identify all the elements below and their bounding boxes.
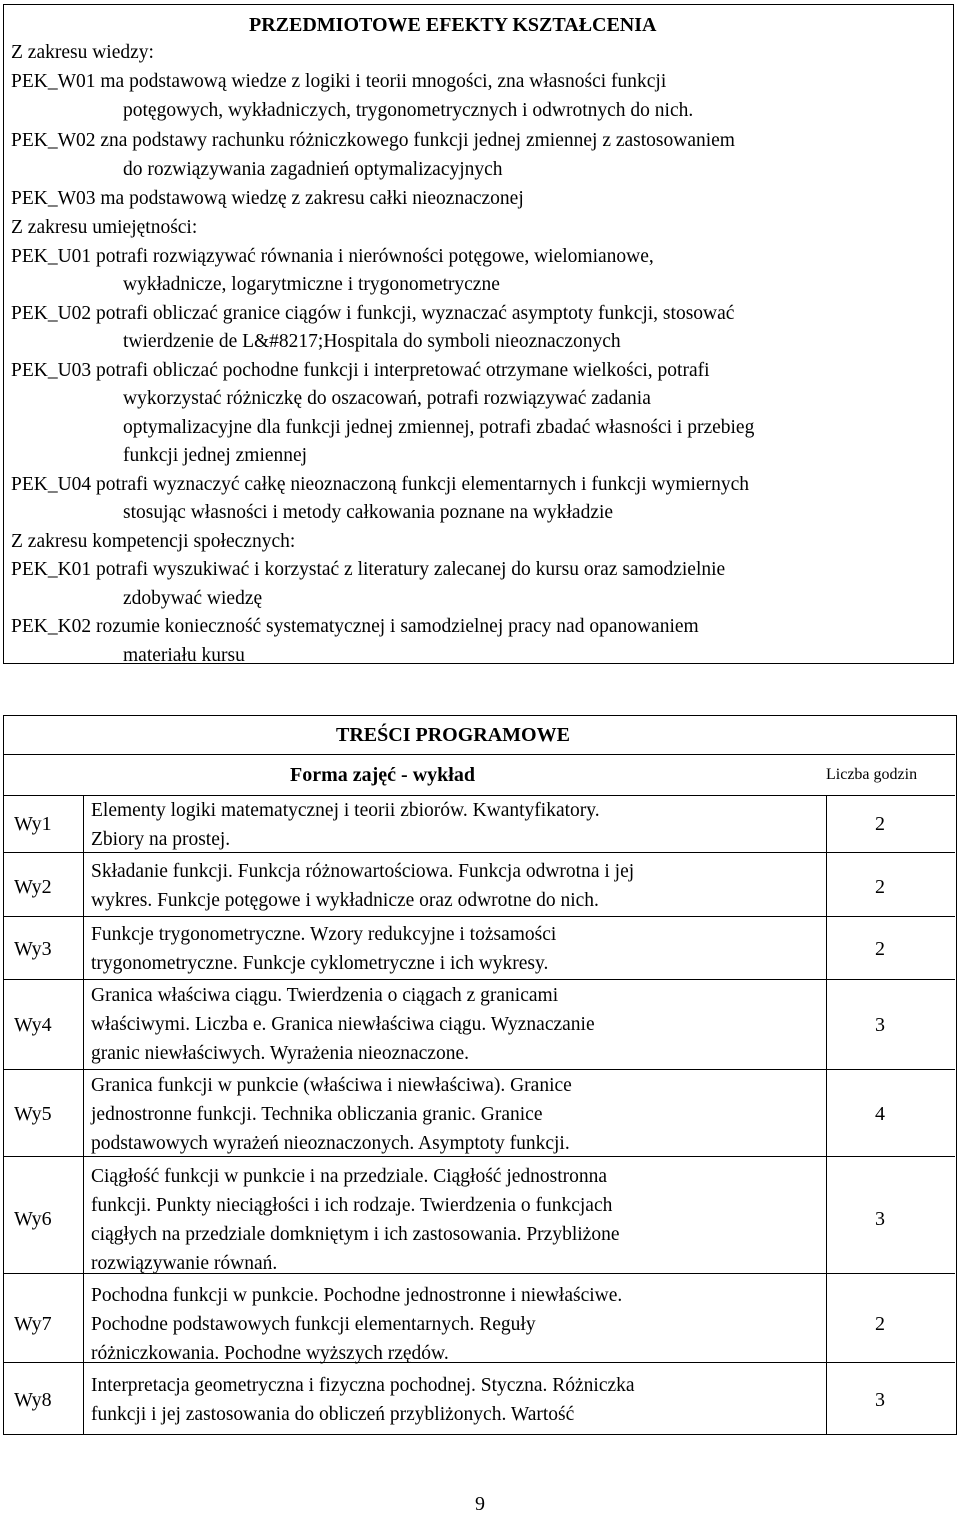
row-description-line: ciągłych na przedziale domkniętym i ich zastosowania. Przybliżone: [91, 1224, 620, 1245]
row-description-wy2: [91, 857, 826, 915]
row-divider: [4, 1069, 955, 1070]
row-code-wy4: Wy4: [14, 1014, 52, 1036]
row-description-wy5: [91, 1071, 826, 1158]
row-description-line: funkcji i jej zastosowania do obliczeń przybliżonych. Wartość: [91, 1404, 575, 1425]
row-code-wy1: Wy1: [14, 813, 52, 835]
row-description-line: podstawowych wyrażeń nieoznaczonych. Asymptoty funkcji.: [91, 1133, 570, 1154]
section-competences-heading: Z zakresu kompetencji społecznych:: [11, 531, 296, 552]
outcome-u04-cont: stosując własności i metody całkowania poznane na wykładzie: [123, 502, 614, 523]
row-description-line: Granica funkcji w punkcie (właściwa i niewłaściwa). Granice: [91, 1075, 572, 1096]
outcome-k02-cont: materiału kursu: [123, 645, 245, 666]
outcome-u03-cont-1: wykorzystać różniczkę do oszacowań, potrafi rozwiązywać zadania: [123, 388, 651, 409]
row-description-line: Ciągłość funkcji w punkcie i na przedziale. Ciągłość jednostronna: [91, 1166, 608, 1187]
row-description-wy7: [91, 1281, 826, 1368]
learning-outcomes-box: [3, 4, 954, 664]
row-description-wy3: [91, 920, 826, 978]
row-hours-wy8: 3: [875, 1389, 885, 1411]
row-description-line: Funkcje trygonometryczne. Wzory redukcyjne i tożsamości: [91, 924, 557, 945]
outcome-u01-cont: wykładnicze, logarytmiczne i trygonometryczne: [123, 274, 500, 295]
row-description-wy8: [91, 1371, 826, 1429]
outcome-u04: PEK_U04 potrafi wyznaczyć całkę nieoznaczoną funkcji elementarnych i funkcji wymiernych: [11, 474, 749, 495]
row-description-line: Pochodna funkcji w punkcie. Pochodne jednostronne i niewłaściwe.: [91, 1285, 623, 1306]
row-description-line: Składanie funkcji. Funkcja różnowartościowa. Funkcja odwrotna i jej: [91, 861, 635, 882]
row-code-wy7: Wy7: [14, 1313, 52, 1335]
column-divider-hours: [826, 795, 827, 1435]
row-code-wy6: Wy6: [14, 1208, 52, 1230]
row-description-line: Elementy logiki matematycznej i teorii zbiorów. Kwantyfikatory.: [91, 800, 600, 821]
row-hours-wy3: 2: [875, 938, 885, 960]
row-hours-wy5: 4: [875, 1103, 885, 1125]
row-code-wy5: Wy5: [14, 1103, 52, 1125]
section-skills-heading: Z zakresu umiejętności:: [11, 217, 198, 238]
row-description-line: Granica właściwa ciągu. Twierdzenia o ciągach z granicami: [91, 985, 559, 1006]
section-knowledge-heading: Z zakresu wiedzy:: [11, 42, 154, 63]
column-divider-code: [83, 795, 84, 1435]
row-code-wy2: Wy2: [14, 876, 52, 898]
form-label: Forma zajęć - wykład: [290, 764, 475, 786]
row-description-wy1: [91, 796, 826, 854]
row-description-line: granic niewłaściwych. Wyrażenia nieoznaczone.: [91, 1043, 469, 1064]
outcome-k01: PEK_K01 potrafi wyszukiwać i korzystać z literatury zalecanej do kursu oraz samodzielnie: [11, 559, 726, 580]
program-content-title: TREŚCI PROGRAMOWE: [336, 724, 570, 746]
title-divider: [4, 754, 955, 755]
page-number: 9: [475, 1493, 485, 1515]
program-content-table: [3, 715, 957, 1435]
outcome-w02-cont: do rozwiązywania zagadnień optymalizacyjnych: [123, 159, 503, 180]
outcome-u03-cont-2: optymalizacyjne dla funkcji jednej zmiennej, potrafi zbadać własności i przebieg: [123, 417, 755, 438]
row-divider: [4, 979, 955, 980]
row-description-line: wykres. Funkcje potęgowe i wykładnicze oraz odwrotne do nich.: [91, 890, 599, 911]
row-description-wy4: [91, 981, 826, 1068]
outcome-w01: PEK_W01 ma podstawową wiedze z logiki i teorii mnogości, zna własności funkcji: [11, 71, 667, 92]
row-description-line: Pochodne podstawowych funkcji elementarnych. Reguły: [91, 1314, 536, 1335]
outcome-u03-cont-3: funkcji jednej zmiennej: [123, 445, 308, 466]
learning-outcomes-title: PRZEDMIOTOWE EFEKTY KSZTAŁCENIA: [249, 14, 657, 36]
row-hours-wy1: 2: [875, 813, 885, 835]
row-divider: [4, 916, 955, 917]
outcome-u02: PEK_U02 potrafi obliczać granice ciągów i funkcji, wyznaczać asymptoty funkcji, stosować: [11, 303, 735, 324]
row-description-line: różniczkowania. Pochodne wyższych rzędów.: [91, 1343, 449, 1364]
outcome-u02-cont: twierdzenie de L&#8217;Hospitala do symboli nieoznaczonych: [123, 331, 621, 352]
outcome-u03: PEK_U03 potrafi obliczać pochodne funkcji i interpretować otrzymane wielkości, potrafi: [11, 360, 710, 381]
outcome-w01-cont: potęgowych, wykładniczych, trygonometrycznych i odwrotnych do nich.: [123, 100, 694, 121]
row-hours-wy6: 3: [875, 1208, 885, 1230]
outcome-k02: PEK_K02 rozumie konieczność systematycznej i samodzielnej pracy nad opanowaniem: [11, 616, 699, 637]
row-description-line: właściwymi. Liczba e. Granica niewłaściwa ciągu. Wyznaczanie: [91, 1014, 595, 1035]
row-hours-wy7: 2: [875, 1313, 885, 1335]
row-hours-wy2: 2: [875, 876, 885, 898]
row-description-line: jednostronne funkcji. Technika obliczania granic. Granice: [91, 1104, 543, 1125]
row-code-wy3: Wy3: [14, 938, 52, 960]
hours-column-header: Liczba godzin: [826, 766, 918, 783]
outcome-w03: PEK_W03 ma podstawową wiedzę z zakresu całki nieoznaczonej: [11, 188, 524, 209]
row-description-line: Zbiory na prostej.: [91, 829, 231, 850]
row-code-wy8: Wy8: [14, 1389, 52, 1411]
row-description-wy6: [91, 1162, 826, 1278]
outcome-w02: PEK_W02 zna podstawy rachunku różniczkowego funkcji jednej zmiennej z zastosowaniem: [11, 130, 735, 151]
row-description-line: rozwiązywanie równań.: [91, 1253, 278, 1274]
row-description-line: Interpretacja geometryczna i fizyczna pochodnej. Styczna. Różniczka: [91, 1375, 635, 1396]
row-description-line: trygonometryczne. Funkcje cyklometryczne i ich wykresy.: [91, 953, 549, 974]
row-description-line: funkcji. Punkty nieciągłości i ich rodzaje. Twierdzenia o funkcjach: [91, 1195, 613, 1216]
outcome-k01-cont: zdobywać wiedzę: [123, 588, 263, 609]
row-hours-wy4: 3: [875, 1014, 885, 1036]
outcome-u01: PEK_U01 potrafi rozwiązywać równania i nierówności potęgowe, wielomianowe,: [11, 246, 654, 267]
